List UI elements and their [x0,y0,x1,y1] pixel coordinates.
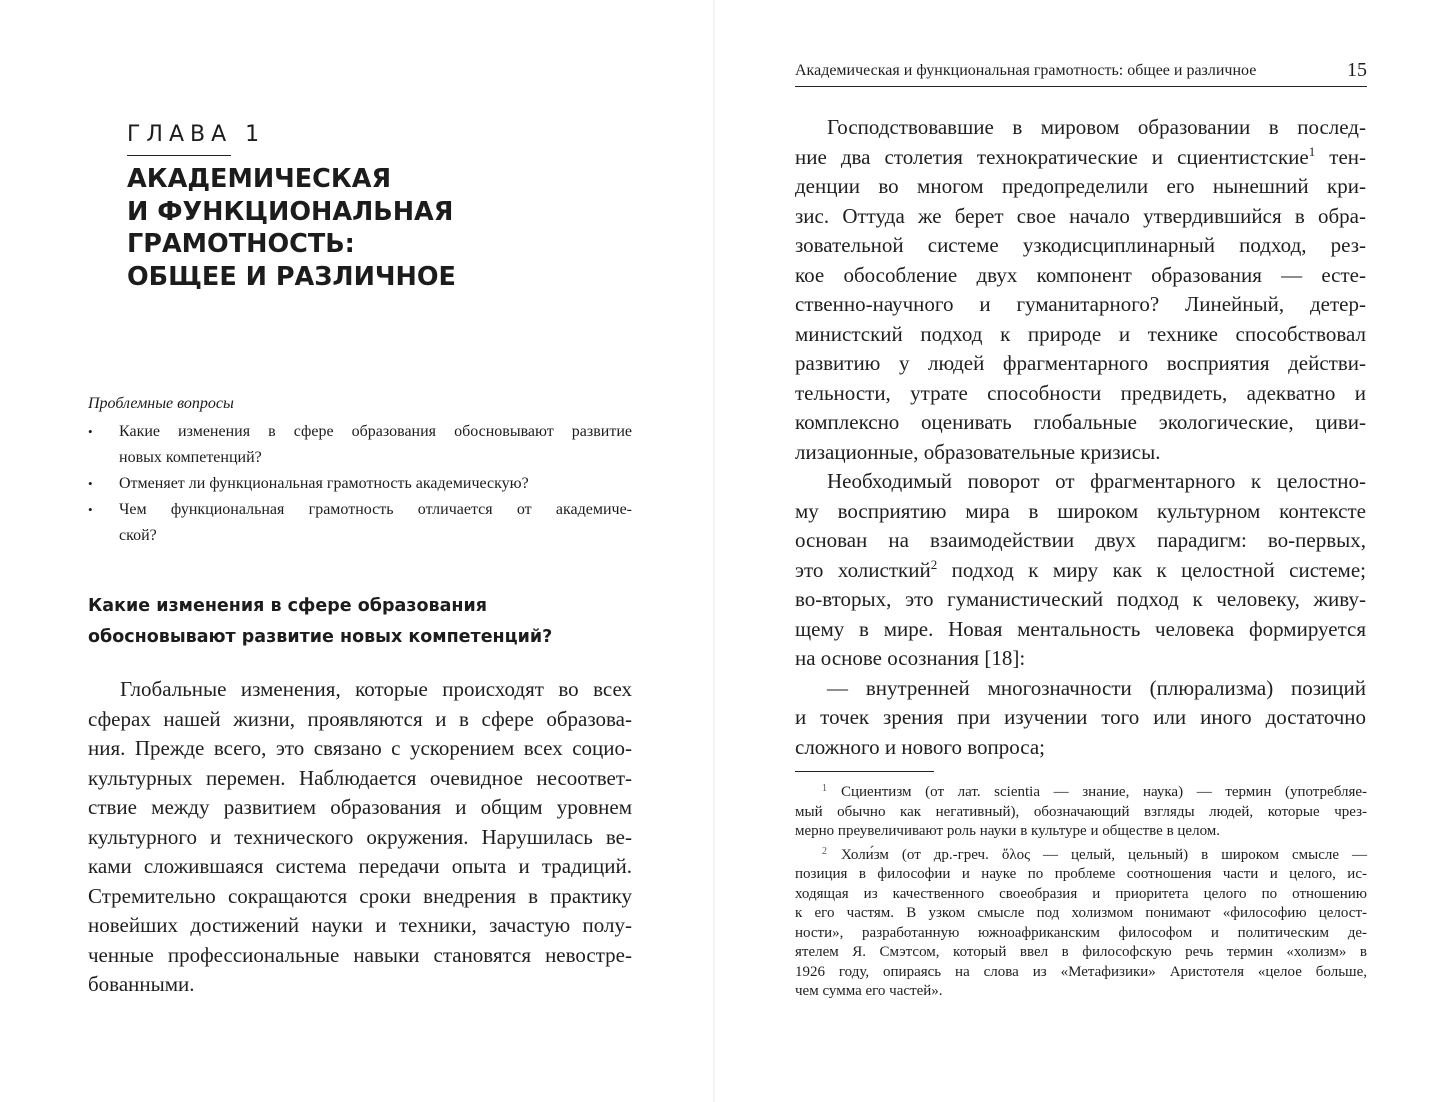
bullet-icon: • [88,476,93,491]
problem-question [88,471,632,497]
footnote-number: 2 [822,845,827,857]
body-line: ками сложившаяся система передачи опыта и традиций. [88,854,632,878]
body-line: и точек зрения при изучении того или иного достаточно [795,705,1366,729]
body-line-segment: тен- [1315,144,1367,169]
footnote-rule [795,771,934,772]
chapter-label-rule [127,155,231,156]
body-line: Глобальные изменения, которые происходят во всех [120,677,632,701]
footnote-text: Сциентизм (от лат. scientia — знание, наука) — термин (употребляе- [841,784,1367,800]
bullet-icon: • [88,424,93,439]
body-line: развитию у людей фрагментарного восприятия действи- [795,351,1366,375]
chapter-title-line: АКАДЕМИЧЕСКАЯ [127,164,392,194]
body-line: зовательной системе узкодисциплинарный подход, рез- [795,233,1366,257]
body-line: ченные профессиональные навыки становятся невостре- [88,942,632,967]
left-body-text [88,675,632,1000]
footnotes [795,779,1367,1002]
body-line: Стремительно сокращаются сроки внедрения в практику [88,883,632,908]
section-heading-line: обосновывают развитие новых компетенций? [88,627,553,647]
body-line: ствие между развитием образования и общим уровнем [88,795,632,819]
body-line: денции во многом предопределили его нынешний кри- [795,174,1366,198]
right-body-text [795,113,1366,762]
body-line: ственно-научного и гуманитарного? Линейный, детер- [795,292,1366,316]
footnote-line: чем сумма его частей». [795,983,943,999]
body-line: сферах нашей жизни, проявляются и в сфере образова- [88,706,632,731]
problem-question [88,497,632,549]
body-line: во-вторых, это гуманистический подход к человеку, живу- [795,587,1366,611]
body-line: на основе осознания [18]: [795,646,1026,670]
right-page [715,0,1431,1102]
body-line: зис. Оттуда же берет свое начало утвердившийся в обра- [795,203,1366,228]
body-line: новейших достижений науки и техники, зачастую полу- [88,913,632,937]
body-line: бованными. [88,972,195,996]
body-line: — внутренней многозначности (плюрализма) позиций [827,675,1366,700]
body-line: му восприятию мира в широком культурном контексте [795,498,1366,523]
header-rule [795,86,1367,87]
chapter-title-line: ГРАМОТНОСТЬ: [127,229,355,259]
bullet-icon: • [88,502,93,517]
body-line: кое обособление двух компонент образования — есте- [795,262,1366,287]
footnote-line: ятелем Я. Смэтсом, который ввел в философскую речь термин «холизм» в [795,944,1367,960]
question-line: Какие изменения в сфере образования обосновывают развитие [119,423,632,440]
footnote-line: мый обычно как негативный), обозначающий взгляды людей, которые чрез- [795,803,1367,820]
body-line-segment: подход к миру как к целостной системе; [937,557,1366,582]
body-line: ния. Прежде всего, это связано с ускорением всех социо- [88,736,632,760]
question-line: ской? [119,527,157,544]
chapter-title [127,163,527,293]
question-line: новых компетенций? [119,449,262,466]
problem-questions-list [88,419,632,549]
footnote-number: 1 [822,783,827,794]
problem-questions-heading: Проблемные вопросы [88,395,234,412]
body-line: министский подход к природе и технике способствовал [795,321,1366,346]
body-line: сложного и нового вопроса; [795,734,1045,759]
problem-question [88,419,632,471]
body-line: тельности, утрате способности предвидеть, адекватно и [795,380,1366,405]
section-heading [88,591,648,653]
body-line: основан на взаимодействии двух парадигм: во-первых, [795,528,1366,552]
footnote-ref: 1 [1308,143,1316,159]
body-line-segment: это холисткий [795,557,931,582]
footnote-line: ходящая из качественного своеобразия и приоритета целого по отношению [795,885,1367,902]
body-line: лизационные, образовательные кризисы. [795,439,1161,464]
body-line-segment: ние два столетия технократические и сциентистские [795,144,1309,169]
body-line: щему в мире. Новая ментальность человека формируется [795,616,1366,641]
footnote-line: позиция в философии и науке по проблеме соотношения части и целого, ис- [795,866,1367,882]
body-line: Необходимый поворот от фрагментарного к целостно- [827,469,1366,493]
footnote-line [795,842,1367,866]
footnote-text: Холи́зм (от др.-греч. ὅλος — целый, цельный) в широком смысле — [841,846,1367,863]
left-page [0,0,715,1102]
body-line: культурных перемен. Наблюдается очевидное несоответ- [88,765,632,790]
question-line: Чем функциональная грамотность отличается от академиче- [119,501,632,518]
chapter-title-line: И ФУНКЦИОНАЛЬНАЯ [127,196,454,227]
chapter-label: ГЛАВА 1 [127,122,266,147]
footnote-line: к его частям. В узком смысле под холизмом понимают «философию целост- [795,905,1367,921]
body-line: Господствовавшие в мировом образовании в послед- [827,115,1366,139]
section-heading-line: Какие изменения в сфере образования [88,596,487,616]
body-line [795,143,1366,173]
chapter-title-line: ОБЩЕЕ И РАЗЛИЧНОЕ [127,261,456,292]
footnote-ref: 2 [930,556,938,572]
footnote-line: мерно преувеличивают роль науки в культуре и обществе в целом. [795,823,1221,839]
body-line [795,556,1366,586]
body-line: культурного и технического окружения. Нарушилась ве- [88,824,632,849]
page-number: 15 [1347,59,1367,81]
footnote-line: 1926 году, опираясь на слова из «Метафизики» Аристотеля «целое больше, [795,963,1367,980]
footnote-line: ности», разработанную южноафриканским философом и политическим де- [795,924,1367,941]
footnote-line [795,779,1367,803]
question-line: Отменяет ли функциональная грамотность академическую? [119,475,529,492]
running-head: Академическая и функциональная грамотность: общее и различное [795,62,1257,79]
body-line: комплексно оценивать глобальные экологические, циви- [795,410,1366,434]
